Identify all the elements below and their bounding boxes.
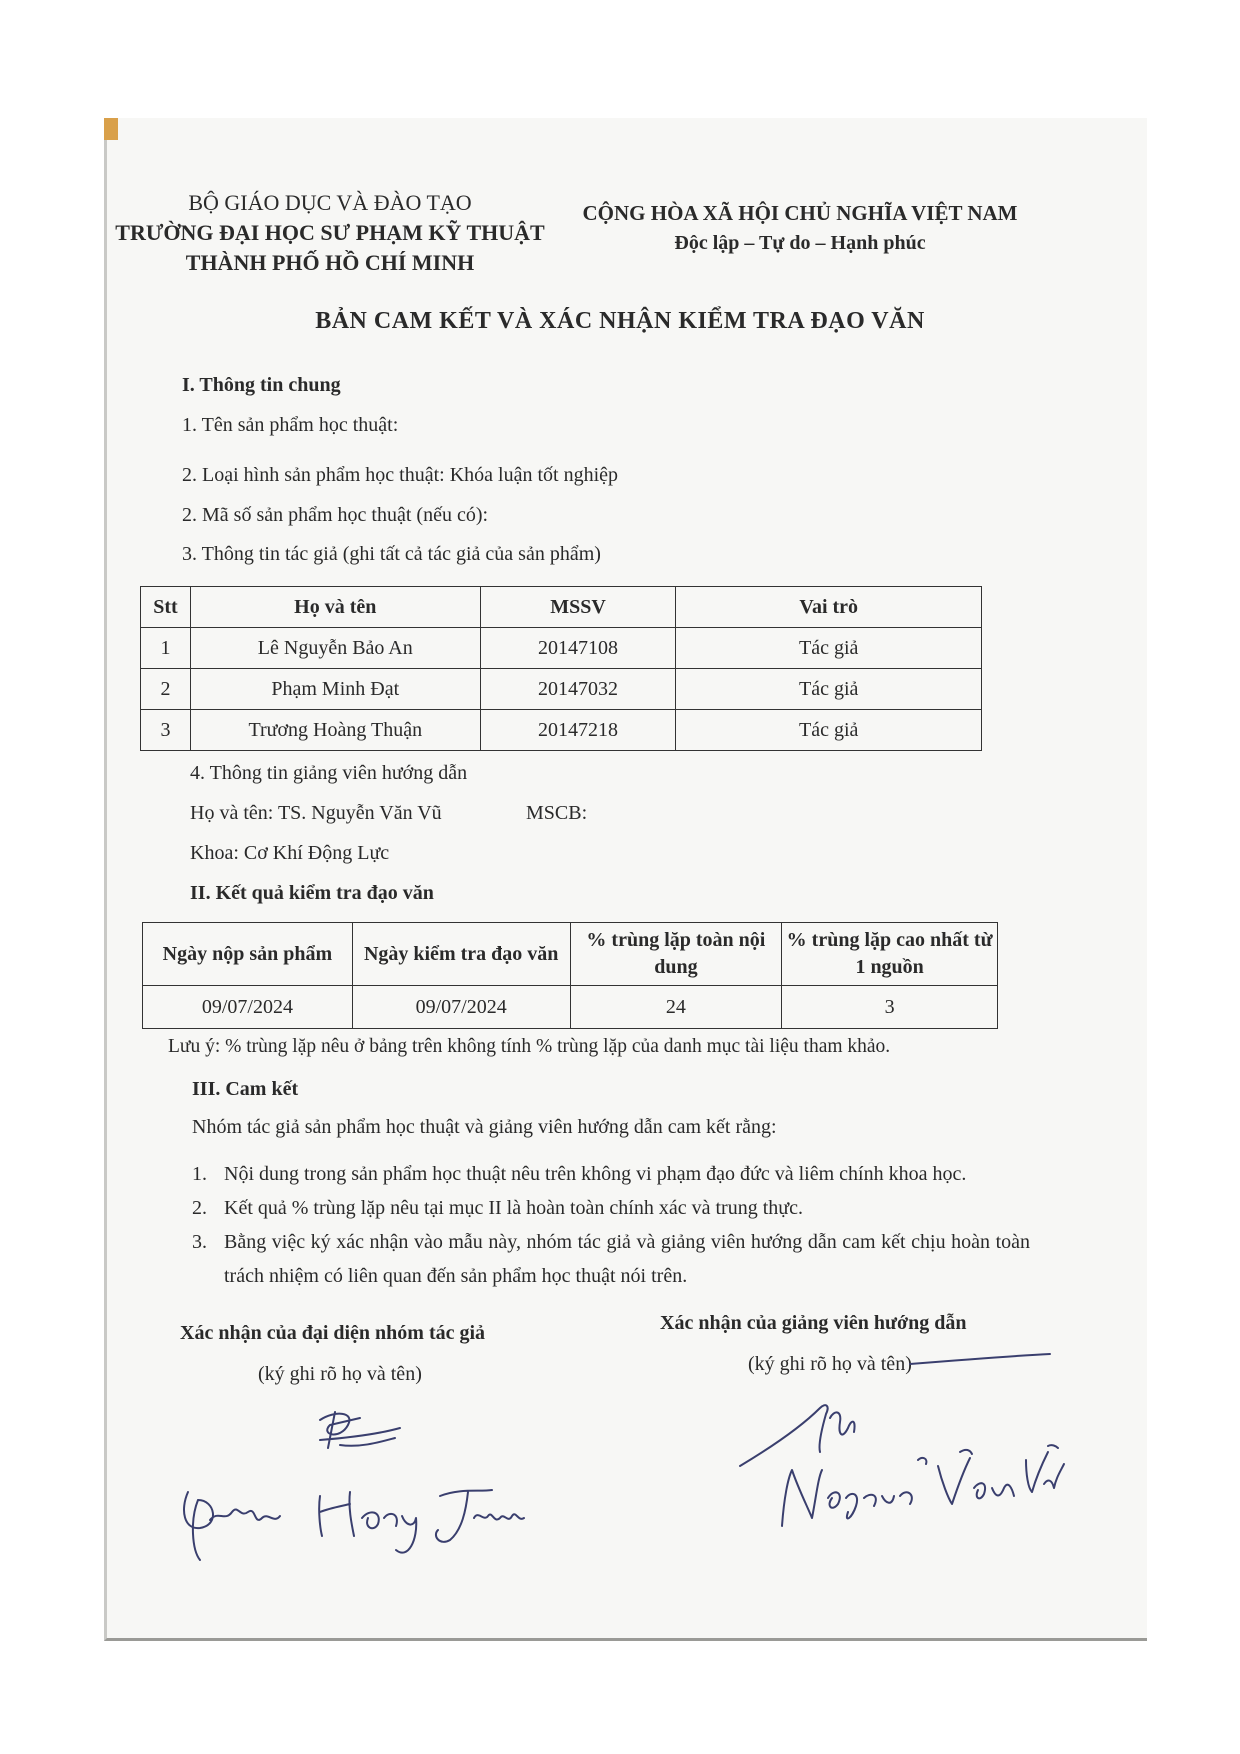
table-row — [141, 628, 982, 669]
list-number: 3. — [192, 1231, 207, 1253]
table-cell: Tác giả — [676, 628, 982, 669]
table-cell: Lê Nguyễn Bảo An — [190, 628, 480, 669]
product-type-line: 2. Loại hình sản phẩm học thuật: Khóa luận tốt nghiệp — [182, 464, 619, 486]
advisor-handwritten-signature — [730, 1348, 1070, 1538]
table-row — [143, 986, 998, 1029]
list-text: Nội dung trong sản phẩm học thuật nêu trên không vi phạm đạo đức và liêm chính khoa học. — [224, 1163, 967, 1185]
commitment-intro: Nhóm tác giả sản phẩm học thuật và giảng viên hướng dẫn cam kết rằng: — [192, 1116, 777, 1138]
list-number: 2. — [192, 1197, 207, 1219]
table-cell: Phạm Minh Đạt — [190, 669, 480, 710]
list-text: Kết quả % trùng lặp nêu tại mục II là hoàn toàn chính xác và trung thực. — [224, 1197, 803, 1219]
col-header: Stt — [141, 587, 191, 628]
col-header: % trùng lặp cao nhất từ 1 nguồn — [782, 923, 998, 986]
table-cell: 09/07/2024 — [352, 986, 570, 1029]
ministry-name: BỘ GIÁO DỤC VÀ ĐÀO TẠO — [188, 190, 472, 215]
list-item — [192, 1157, 1030, 1191]
list-number: 1. — [192, 1163, 207, 1185]
section3-heading: III. Cam kết — [192, 1078, 299, 1100]
table-header-row — [143, 923, 998, 986]
table-cell: 09/07/2024 — [143, 986, 353, 1029]
col-header: Ngày kiểm tra đạo văn — [352, 923, 570, 986]
col-header: MSSV — [480, 587, 676, 628]
advisor-name: Họ và tên: TS. Nguyễn Văn Vũ — [190, 802, 442, 824]
col-header: Vai trò — [676, 587, 982, 628]
table-row — [141, 710, 982, 751]
institution-header — [110, 188, 550, 278]
binding-edge — [104, 118, 118, 140]
table-cell: 3 — [782, 986, 998, 1029]
note-line: Lưu ý: % trùng lặp nêu ở bảng trên không tính % trùng lặp của danh mục tài liệu tham khảo. — [168, 1036, 891, 1057]
national-motto: Độc lập – Tự do – Hạnh phúc — [674, 232, 926, 254]
advisor-signature-hint: (ký ghi rõ họ và tên) — [748, 1353, 912, 1375]
advisor-mscb: MSCB: — [526, 802, 588, 824]
author-info-line: 3. Thông tin tác giả (ghi tất cả tác giả của sản phẩm) — [182, 543, 601, 565]
authors-table — [140, 586, 982, 751]
school-name-line2: THÀNH PHỐ HỒ CHÍ MINH — [185, 250, 475, 275]
plagiarism-results-table — [142, 922, 998, 1029]
list-item — [192, 1191, 1030, 1225]
table-row — [141, 669, 982, 710]
table-cell: 20147108 — [480, 628, 676, 669]
section1-heading: I. Thông tin chung — [182, 374, 341, 396]
author-signature-hint: (ký ghi rõ họ và tên) — [258, 1363, 422, 1385]
table-cell: 24 — [570, 986, 782, 1029]
advisor-faculty: Khoa: Cơ Khí Động Lực — [190, 842, 390, 864]
author-signature-title: Xác nhận của đại diện nhóm tác giả — [180, 1322, 486, 1344]
country-name: CỘNG HÒA XÃ HỘI CHỦ NGHĨA VIỆT NAM — [582, 201, 1018, 225]
advisor-signature-title: Xác nhận của giảng viên hướng dẫn — [660, 1312, 967, 1334]
col-header: % trùng lặp toàn nội dung — [570, 923, 782, 986]
table-cell: 2 — [141, 669, 191, 710]
table-cell: Tác giả — [676, 669, 982, 710]
table-cell: Tác giả — [676, 710, 982, 751]
section2-heading: II. Kết quả kiểm tra đạo văn — [190, 882, 434, 904]
school-name-line1: TRƯỜNG ĐẠI HỌC SƯ PHẠM KỸ THUẬT — [115, 220, 545, 245]
col-header: Họ và tên — [190, 587, 480, 628]
author-signature-block — [180, 1322, 580, 1386]
list-text: Bằng việc ký xác nhận vào mẫu này, nhóm tác giả và giảng viên hướng dẫn cam kết chịu hoàn toàn trách nhiệm có liên quan đến sản phẩm học thuật nói trên. — [224, 1231, 1030, 1287]
author-handwritten-signature — [170, 1400, 530, 1570]
document-title: BẢN CAM KẾT VÀ XÁC NHẬN KIỂM TRA ĐẠO VĂN — [315, 308, 925, 334]
commitment-list — [192, 1157, 1030, 1293]
advisor-heading: 4. Thông tin giảng viên hướng dẫn — [190, 762, 468, 784]
product-code-line: 2. Mã số sản phẩm học thuật (nếu có): — [182, 504, 489, 526]
table-cell: 20147218 — [480, 710, 676, 751]
list-item — [192, 1225, 1030, 1293]
national-header — [560, 198, 1040, 258]
table-cell: 1 — [141, 628, 191, 669]
table-cell: Trương Hoàng Thuận — [190, 710, 480, 751]
table-cell: 3 — [141, 710, 191, 751]
table-header-row — [141, 587, 982, 628]
table-cell: 20147032 — [480, 669, 676, 710]
product-name-line: 1. Tên sản phẩm học thuật: — [182, 414, 399, 436]
col-header: Ngày nộp sản phẩm — [143, 923, 353, 986]
